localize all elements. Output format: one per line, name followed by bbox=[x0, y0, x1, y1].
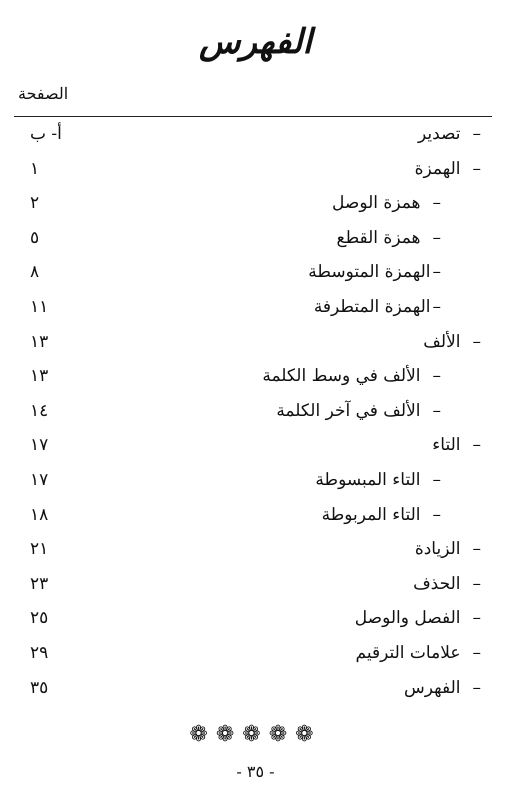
toc-page-number: ١٨ bbox=[30, 504, 49, 525]
toc-page-number: ٢٥ bbox=[30, 608, 49, 629]
toc-entry bbox=[262, 366, 441, 386]
toc-entry-text: التاء المربوطة bbox=[321, 504, 421, 525]
toc-dash: – bbox=[472, 539, 481, 560]
table-of-contents bbox=[0, 118, 511, 706]
toc-entry bbox=[355, 608, 481, 628]
toc-dash: – bbox=[472, 124, 481, 144]
toc-entry bbox=[332, 193, 441, 213]
toc-page-number: ١ bbox=[30, 158, 40, 179]
toc-page-number: ١٤ bbox=[30, 400, 49, 421]
page-number: - ٣٥ - bbox=[236, 762, 275, 781]
page-column-header: الصفحة bbox=[18, 84, 69, 103]
toc-entry bbox=[315, 470, 441, 490]
toc-entry-text: الهمزة bbox=[414, 158, 461, 179]
toc-page-number: ١٧ bbox=[30, 435, 49, 456]
toc-entry-text: همزة القطع bbox=[336, 227, 421, 248]
toc-entry bbox=[276, 401, 441, 421]
toc-entry bbox=[432, 435, 481, 455]
toc-entry-text: الهمزة المتطرفة bbox=[313, 296, 431, 317]
toc-entry-text: الزيادة bbox=[414, 539, 461, 560]
toc-entry-text: الألف في آخر الكلمة bbox=[276, 400, 421, 421]
toc-row bbox=[0, 637, 511, 672]
toc-row bbox=[0, 464, 511, 499]
toc-dash: – bbox=[472, 573, 481, 594]
toc-page-number: ٢٩ bbox=[30, 642, 49, 663]
toc-row bbox=[0, 222, 511, 257]
toc-entry-text: التاء المبسوطة bbox=[315, 469, 421, 490]
toc-row bbox=[0, 499, 511, 534]
toc-entry bbox=[413, 574, 481, 594]
toc-row bbox=[0, 326, 511, 361]
toc-page-number: ٨ bbox=[30, 262, 40, 283]
toc-row bbox=[0, 291, 511, 326]
toc-entry bbox=[404, 678, 481, 698]
toc-row bbox=[0, 395, 511, 430]
ornament-stars: ❁❁❁❁❁ bbox=[189, 722, 322, 747]
toc-entry bbox=[308, 262, 441, 282]
toc-row bbox=[0, 429, 511, 464]
toc-entry-text: علامات الترقيم bbox=[355, 642, 461, 663]
toc-page-number: أ- ب bbox=[30, 124, 62, 144]
toc-entry bbox=[314, 297, 441, 317]
toc-entry-text: الفصل والوصل bbox=[354, 608, 461, 629]
toc-page-number: ٢٣ bbox=[30, 573, 49, 594]
toc-dash: – bbox=[432, 296, 441, 317]
toc-page-number: ٢١ bbox=[30, 539, 49, 560]
toc-row bbox=[0, 672, 511, 707]
toc-entry bbox=[337, 228, 441, 248]
toc-dash: – bbox=[432, 193, 441, 214]
toc-row bbox=[0, 153, 511, 188]
toc-entry-text: همزة الوصل bbox=[332, 193, 421, 214]
toc-page-number: ٥ bbox=[30, 227, 40, 248]
toc-entry bbox=[356, 643, 481, 663]
toc-dash: – bbox=[472, 158, 481, 179]
toc-dash: – bbox=[432, 366, 441, 387]
toc-row bbox=[0, 187, 511, 222]
toc-row bbox=[0, 533, 511, 568]
toc-row bbox=[0, 360, 511, 395]
header-rule bbox=[14, 116, 492, 117]
toc-dash: – bbox=[432, 504, 441, 525]
toc-dash: – bbox=[472, 331, 481, 352]
toc-dash: – bbox=[432, 400, 441, 421]
toc-entry-text: الحذف bbox=[413, 573, 461, 594]
toc-page-number: ٢ bbox=[30, 193, 40, 214]
toc-dash: – bbox=[472, 608, 481, 629]
toc-entry-text: تصدير bbox=[417, 124, 461, 144]
toc-entry-text: الألف bbox=[423, 331, 461, 352]
toc-entry-text: الفهرس bbox=[404, 677, 461, 698]
toc-dash: – bbox=[432, 227, 441, 248]
toc-entry bbox=[415, 539, 481, 559]
toc-entry-text: الهمزة المتوسطة bbox=[308, 262, 431, 283]
toc-page-number: ١٣ bbox=[30, 331, 49, 352]
toc-dash: – bbox=[472, 677, 481, 698]
toc-entry bbox=[418, 124, 481, 144]
toc-entry bbox=[423, 332, 481, 352]
toc-dash: – bbox=[472, 642, 481, 663]
toc-dash: – bbox=[472, 435, 481, 456]
toc-row bbox=[0, 602, 511, 637]
toc-entry-text: الألف في وسط الكلمة bbox=[262, 366, 421, 387]
toc-page-number: ٣٥ bbox=[30, 677, 49, 698]
toc-row bbox=[0, 256, 511, 291]
toc-row bbox=[0, 568, 511, 603]
toc-dash: – bbox=[432, 469, 441, 490]
toc-row bbox=[0, 118, 511, 153]
toc-entry bbox=[322, 505, 441, 525]
toc-page-number: ١٣ bbox=[30, 366, 49, 387]
toc-entry-text: التاء bbox=[432, 435, 461, 456]
toc-page-number: ١١ bbox=[30, 296, 49, 317]
page-title: الفهرس bbox=[199, 22, 312, 62]
toc-dash: – bbox=[432, 262, 441, 283]
toc-page-number: ١٧ bbox=[30, 469, 49, 490]
toc-entry bbox=[415, 159, 481, 179]
